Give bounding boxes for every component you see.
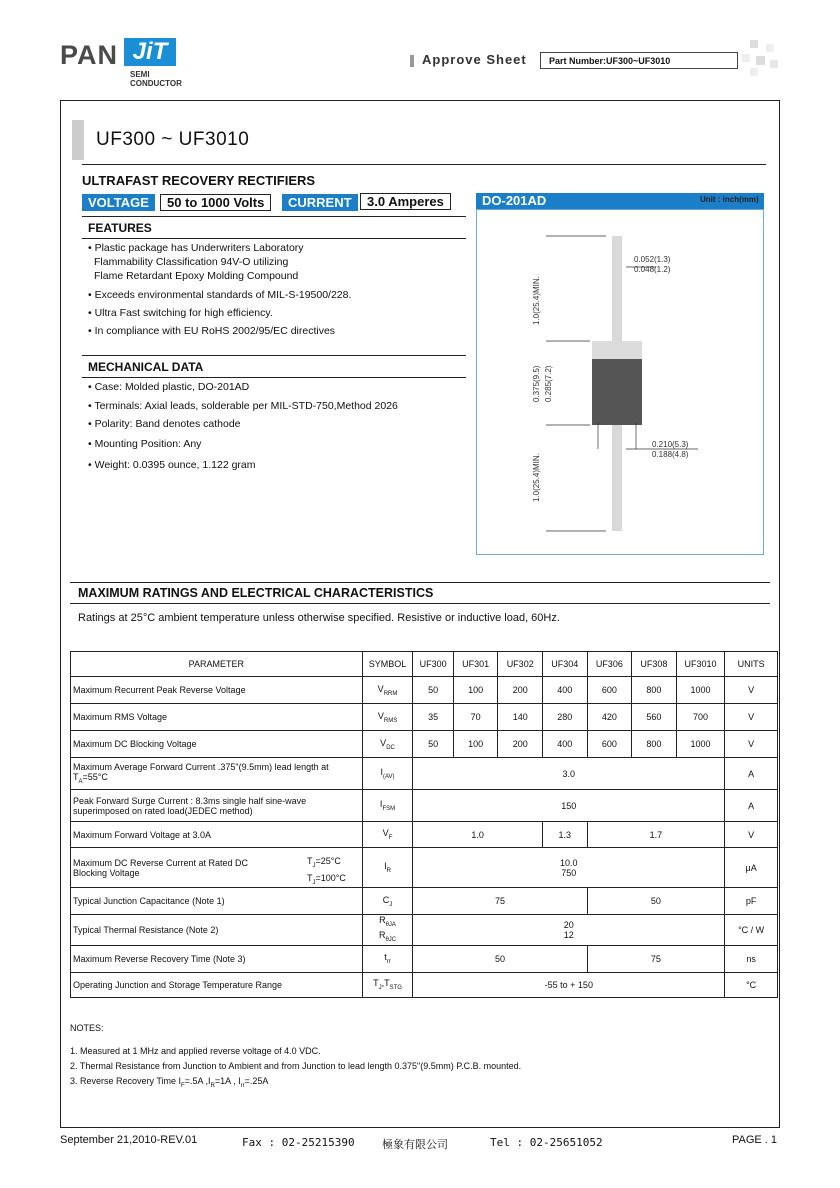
mechanical-bottom-rule: [82, 377, 466, 378]
unit-cell: μA: [725, 848, 778, 888]
dim-body-dia-max: 0.210(5.3): [652, 440, 689, 449]
dim-lead-bottom: [532, 450, 546, 510]
logo-semi-text: SEMI: [130, 70, 150, 79]
value-cell: 75: [587, 945, 725, 972]
value-cell: 150: [413, 790, 725, 822]
value-cell: 3.0: [413, 758, 725, 790]
footer-company: 極象有限公司: [382, 1139, 448, 1151]
feature-item: • Plastic package has Underwriters Laboratory: [88, 242, 304, 254]
value-cell: 600: [587, 677, 632, 704]
unit-cell: ns: [725, 945, 778, 972]
value-cell: 700: [676, 704, 725, 731]
note-2: 2. Thermal Resistance from Junction to Ambient and from Junction to lead length 0.375"(9.5mm) P.C.B. mounted.: [70, 1061, 522, 1071]
param-cell: Maximum Average Forward Current .375"(9.5mm) lead length at $T_A=55^\circ C$: [71, 758, 363, 790]
table-row: [71, 945, 778, 972]
panjit-logo: [60, 36, 220, 88]
header-cell: UF304: [542, 652, 587, 677]
voltage-value: 50 to 1000 Volts: [160, 194, 271, 211]
value-cell: 1000: [676, 677, 725, 704]
value-cell: 50: [413, 945, 587, 972]
cathode-band: [592, 341, 642, 361]
diode-body: [592, 359, 642, 425]
page-number: PAGE . 1: [732, 1134, 778, 1146]
value-cell: 1000: [676, 731, 725, 758]
value-cell: 100: [453, 731, 498, 758]
package-drawing: [476, 209, 764, 555]
table-row: [71, 731, 778, 758]
symbol-cell: $V_F$: [362, 822, 413, 848]
dim-lead-top: [532, 265, 546, 325]
value-cell: 75: [413, 888, 587, 915]
dim-body-length-max: 0.375(9.5): [532, 365, 541, 402]
dim-body-length: [532, 365, 553, 452]
symbol-cell: $V_{DC}$: [362, 731, 413, 758]
feature-item: • Exceeds environmental standards of MIL-S-19500/228.: [88, 289, 352, 301]
param-cell: Maximum Recurrent Peak Reverse Voltage: [71, 677, 363, 704]
logo-pan-text: PAN: [60, 40, 119, 70]
value-cell: 400: [542, 731, 587, 758]
logo-jit-text: JiT: [124, 38, 176, 66]
approve-marker: [410, 55, 414, 67]
value-cell: 1.7: [587, 822, 725, 848]
feature-item: • In compliance with EU RoHS 2002/95/EC directives: [88, 325, 336, 337]
header-cell: UF301: [453, 652, 498, 677]
header-cell: UF3010: [676, 652, 725, 677]
feature-item: Flame Retardant Epoxy Molding Compound: [94, 270, 299, 282]
mechanical-item: • Polarity: Band denotes cathode: [88, 418, 241, 430]
package-title: DO-201AD: [482, 193, 547, 208]
package-unit: Unit : inch(mm): [700, 195, 759, 204]
current-value: 3.0 Amperes: [360, 193, 451, 210]
features-top-rule: [82, 216, 466, 217]
value-cell: 100: [453, 677, 498, 704]
header-cell: UF302: [498, 652, 543, 677]
value-cell: 50: [413, 677, 454, 704]
logo-conductor-text: CONDUCTOR: [130, 79, 182, 88]
unit-cell: °C / W: [725, 915, 778, 946]
value-cell: 140: [498, 704, 543, 731]
value-cell: 200: [498, 677, 543, 704]
unit-cell: V: [725, 704, 778, 731]
logo-semiconductor: [130, 70, 182, 88]
value-cell: 1.0: [413, 822, 543, 848]
mechanical-item: • Terminals: Axial leads, solderable per MIL-STD-750,Method 2026: [88, 400, 398, 412]
value-cell: 1.3: [542, 822, 587, 848]
mechanical-top-rule: [82, 355, 466, 356]
table-row: [71, 790, 778, 822]
features-heading: FEATURES: [88, 221, 152, 235]
unit-cell: A: [725, 790, 778, 822]
footer-date: September 21,2010-REV.01: [60, 1134, 198, 1146]
unit-cell: pF: [725, 888, 778, 915]
symbol-cell: $I_{(AV)}$: [362, 758, 413, 790]
dim-body-dia-min: 0.188(4.8): [652, 450, 689, 459]
footer-fax: Fax : 02-25215390: [242, 1136, 355, 1149]
param-cell: Typical Junction Capacitance (Note 1): [71, 888, 363, 915]
part-number-box: Part Number:UF300~UF3010: [540, 52, 738, 69]
table-row: [71, 758, 778, 790]
footer-tel: Tel : 02-25651052: [490, 1136, 603, 1149]
title-tab: [72, 120, 84, 160]
decorative-squares: [742, 40, 782, 80]
top-lead: [612, 236, 622, 354]
mechanical-item: • Case: Molded plastic, DO-201AD: [88, 381, 250, 393]
value-cell: 20 12: [413, 915, 725, 946]
unit-cell: V: [725, 731, 778, 758]
symbol-cell: $V_{RRM}$: [362, 677, 413, 704]
param-cell: Typical Thermal Resistance (Note 2): [71, 915, 363, 946]
mechanical-item: • Mounting Position: Any: [88, 438, 202, 450]
value-cell: -55 to + 150: [413, 972, 725, 997]
header-cell: UF306: [587, 652, 632, 677]
title-divider: [82, 164, 766, 165]
header-cell: UNITS: [725, 652, 778, 677]
unit-cell: V: [725, 677, 778, 704]
symbol-cell: $C_J$: [362, 888, 413, 915]
table-row: [71, 822, 778, 848]
dim-lead-dia-min: 0.048(1.2): [634, 265, 671, 274]
symbol-cell: $V_{RMS}$: [362, 704, 413, 731]
note-3: 3. Reverse Recovery Time $I_F=.5A$ $,I_R=1A$ , $I_{rr}=.25A$: [70, 1076, 269, 1089]
header-cell: PARAMETER: [71, 652, 363, 677]
unit-cell: °C: [725, 972, 778, 997]
product-subtitle: ULTRAFAST RECOVERY RECTIFIERS: [82, 173, 316, 188]
symbol-cell: $I_{FSM}$: [362, 790, 413, 822]
value-cell: 800: [632, 731, 677, 758]
value-cell: 800: [632, 677, 677, 704]
symbol-cell: $T_J,T_{STG}$: [362, 972, 413, 997]
dim-lead-top-text: 1.0(25.4)MIN.: [532, 276, 541, 325]
value-cell: 35: [413, 704, 454, 731]
value-cell: 50: [587, 888, 725, 915]
value-cell: 560: [632, 704, 677, 731]
symbol-cell: $I_R$: [362, 848, 413, 888]
value-cell: 420: [587, 704, 632, 731]
value-cell: 70: [453, 704, 498, 731]
value-cell: 600: [587, 731, 632, 758]
approve-sheet-label: Approve Sheet: [422, 52, 527, 67]
ratings-bottom-rule: [70, 603, 770, 604]
notes-heading: NOTES:: [70, 1023, 104, 1033]
header-cell: UF300: [413, 652, 454, 677]
param-cell: Peak Forward Surge Current : 8.3ms single half sine-wave superimposed on rated load(JEDEC method): [71, 790, 363, 822]
param-cell: Operating Junction and Storage Temperature Range: [71, 972, 363, 997]
ratings-table: [70, 651, 778, 998]
value-cell: 50: [413, 731, 454, 758]
bottom-lead: [612, 425, 622, 531]
current-label: CURRENT: [282, 194, 358, 211]
mechanical-heading: MECHANICAL DATA: [88, 360, 204, 374]
dim-lead-bottom-text: 1.0(25.4)MIN.: [532, 453, 541, 502]
table-row: [71, 677, 778, 704]
features-bottom-rule: [82, 238, 466, 239]
param-cell: Maximum DC Blocking Voltage: [71, 731, 363, 758]
header-cell: UF308: [632, 652, 677, 677]
table-row: [71, 915, 778, 946]
table-row: [71, 972, 778, 997]
dim-lead-diameter: [634, 255, 670, 275]
dim-body-diameter: [652, 440, 688, 460]
value-cell: 200: [498, 731, 543, 758]
mechanical-item: • Weight: 0.0395 ounce, 1.122 gram: [88, 459, 256, 471]
param-cell: Maximum Forward Voltage at 3.0A: [71, 822, 363, 848]
voltage-label: VOLTAGE: [82, 194, 155, 211]
ratings-note: Ratings at 25°C ambient temperature unless otherwise specified. Resistive or inductive load, 60Hz.: [78, 612, 560, 624]
symbol-cell: $R_{\theta JA}$ $R_{\theta JC}$: [362, 915, 413, 946]
table-row: [71, 888, 778, 915]
table-row: [71, 848, 778, 888]
param-cell: Maximum RMS Voltage: [71, 704, 363, 731]
table-row: [71, 704, 778, 731]
ratings-title: MAXIMUM RATINGS AND ELECTRICAL CHARACTERISTICS: [78, 586, 434, 600]
value-cell: 280: [542, 704, 587, 731]
feature-item: Flammability Classification 94V-O utilizing: [94, 256, 289, 268]
value-cell: 10.0 750: [413, 848, 725, 888]
table-header-row: [71, 652, 778, 677]
param-cell: Maximum Reverse Recovery Time (Note 3): [71, 945, 363, 972]
dim-body-length-min: 0.285(7.2): [544, 365, 553, 402]
header-cell: SYMBOL: [362, 652, 413, 677]
feature-item: • Ultra Fast switching for high efficiency.: [88, 307, 273, 319]
symbol-cell: $t_{rr}$: [362, 945, 413, 972]
page-title: UF300 ~ UF3010: [96, 129, 250, 150]
param-cell: Maximum DC Reverse Current at Rated DC Blocking Voltage $T_J=25^\circ C$ $T_J=100^\circ C$: [71, 848, 363, 888]
unit-cell: V: [725, 822, 778, 848]
note-1: 1. Measured at 1 MHz and applied reverse voltage of 4.0 VDC.: [70, 1046, 321, 1056]
value-cell: 400: [542, 677, 587, 704]
ratings-top-rule: [70, 582, 770, 583]
dim-lead-dia-max: 0.052(1.3): [634, 255, 671, 264]
unit-cell: A: [725, 758, 778, 790]
